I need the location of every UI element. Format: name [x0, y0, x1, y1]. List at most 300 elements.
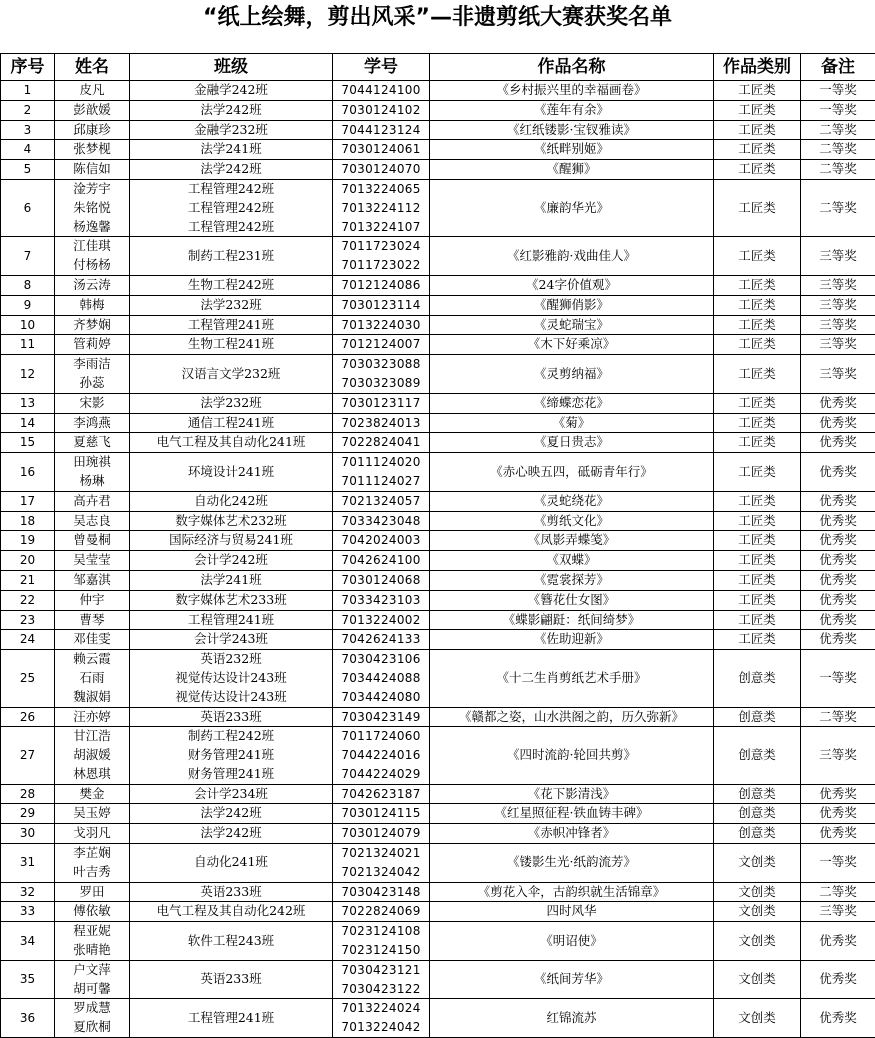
table-row: [1, 882, 875, 902]
cell-class: [130, 650, 333, 707]
cell-class-line: 法学242班: [130, 804, 332, 823]
table-row: [1, 275, 875, 295]
cell-student-id-line: 7033423048: [333, 512, 429, 531]
cell-student-id-line: 7011723024: [333, 237, 429, 256]
cell-category: 文创类: [714, 960, 801, 999]
cell-name: [55, 610, 130, 630]
table-row: [1, 590, 875, 610]
cell-class-line: 法学242班: [130, 160, 332, 179]
cell-work-title: 《蝶影翩跹：纸间绮梦》: [430, 610, 714, 630]
cell-class: [130, 531, 333, 551]
cell-student-id: [333, 610, 430, 630]
cell-name: [55, 922, 130, 961]
cell-remark: 优秀奖: [801, 590, 875, 610]
cell-category: 工匠类: [714, 140, 801, 160]
cell-student-id-line: 7044224016: [333, 746, 429, 765]
cell-remark: 优秀奖: [801, 824, 875, 844]
header-row: [1, 54, 875, 81]
cell-name: [55, 453, 130, 492]
cell-class-line: 英语232班: [130, 650, 332, 669]
cell-class-line: 法学232班: [130, 296, 332, 315]
cell-student-id-line: 7012124007: [333, 335, 429, 354]
cell-name-line: 仲宇: [55, 591, 129, 610]
cell-student-id: [333, 902, 430, 922]
cell-category: 工匠类: [714, 511, 801, 531]
cell-name: [55, 844, 130, 883]
cell-class: [130, 393, 333, 413]
cell-student-id-line: 7030423148: [333, 883, 429, 902]
cell-class: [130, 511, 333, 531]
cell-seq: 36: [1, 999, 55, 1038]
cell-name-line: 朱铭悦: [55, 199, 129, 218]
cell-class: [130, 275, 333, 295]
cell-student-id: [333, 824, 430, 844]
cell-work-title: 《花下影清浅》: [430, 784, 714, 804]
cell-remark: 优秀奖: [801, 630, 875, 650]
cell-category: 文创类: [714, 902, 801, 922]
header-class: 班级: [130, 54, 333, 81]
table-row: [1, 960, 875, 999]
cell-class: [130, 824, 333, 844]
cell-remark: 优秀奖: [801, 511, 875, 531]
cell-class: [130, 707, 333, 727]
cell-remark: 优秀奖: [801, 570, 875, 590]
cell-student-id: [333, 179, 430, 236]
cell-student-id-line: 7022824069: [333, 902, 429, 921]
cell-name-line: 韩梅: [55, 296, 129, 315]
cell-category: 工匠类: [714, 433, 801, 453]
cell-class: [130, 413, 333, 433]
cell-student-id: [333, 335, 430, 355]
cell-student-id: [333, 707, 430, 727]
cell-seq: 14: [1, 413, 55, 433]
table-row: [1, 922, 875, 961]
cell-name: [55, 707, 130, 727]
cell-remark: 优秀奖: [801, 413, 875, 433]
cell-seq: 5: [1, 160, 55, 180]
header-name: 姓名: [55, 54, 130, 81]
cell-name-line: 李鸿燕: [55, 414, 129, 433]
cell-seq: 33: [1, 902, 55, 922]
cell-name-line: 李芷娴: [55, 844, 129, 863]
cell-student-id-line: 7044124100: [333, 81, 429, 100]
cell-student-id-line: 7011124020: [333, 453, 429, 472]
cell-student-id: [333, 413, 430, 433]
cell-class-line: 数字媒体艺术233班: [130, 591, 332, 610]
table-row: [1, 511, 875, 531]
cell-work-title: 《纸畔别姬》: [430, 140, 714, 160]
cell-seq: 9: [1, 295, 55, 315]
cell-student-id: [333, 275, 430, 295]
cell-seq: 30: [1, 824, 55, 844]
table-row: [1, 551, 875, 571]
cell-category: 工匠类: [714, 491, 801, 511]
cell-remark: 一等奖: [801, 100, 875, 120]
cell-name: [55, 551, 130, 571]
cell-name: [55, 393, 130, 413]
cell-category: 工匠类: [714, 295, 801, 315]
cell-name-line: 李雨洁: [55, 355, 129, 374]
table-row: [1, 707, 875, 727]
cell-category: 工匠类: [714, 610, 801, 630]
cell-work-title: 《赣都之姿，山水洪阁之韵，历久弥新》: [430, 707, 714, 727]
page-title: “纸上绘舞，剪出风采”—非遗剪纸大赛获奖名单: [0, 0, 875, 34]
cell-student-id: [333, 511, 430, 531]
cell-name-line: 邓佳雯: [55, 630, 129, 649]
spacer-row: [0, 34, 875, 54]
table-row: [1, 120, 875, 140]
cell-student-id: [333, 453, 430, 492]
cell-name-line: 傅依敏: [55, 902, 129, 921]
table-row: [1, 610, 875, 630]
cell-work-title: 《双蝶》: [430, 551, 714, 571]
cell-student-id: [333, 804, 430, 824]
table-row: [1, 824, 875, 844]
table-row: [1, 160, 875, 180]
cell-class-line: 工程管理242班: [130, 199, 332, 218]
cell-name: [55, 511, 130, 531]
cell-student-id-line: 7042624133: [333, 630, 429, 649]
cell-class: [130, 570, 333, 590]
cell-remark: 优秀奖: [801, 491, 875, 511]
cell-class-line: 财务管理241班: [130, 765, 332, 784]
table-row: [1, 570, 875, 590]
cell-name: [55, 630, 130, 650]
cell-name-line: 江佳琪: [55, 237, 129, 256]
cell-remark: 优秀奖: [801, 922, 875, 961]
cell-category: 工匠类: [714, 335, 801, 355]
cell-name-line: 杨逸馨: [55, 218, 129, 237]
cell-name: [55, 413, 130, 433]
cell-class-line: 自动化241班: [130, 853, 332, 872]
cell-work-title: 《赤帜冲锋者》: [430, 824, 714, 844]
cell-student-id: [333, 570, 430, 590]
cell-student-id: [333, 551, 430, 571]
cell-class-line: 法学241班: [130, 140, 332, 159]
cell-seq: 23: [1, 610, 55, 630]
cell-name-line: 罗成慧: [55, 999, 129, 1018]
cell-student-id: [333, 140, 430, 160]
cell-category: 文创类: [714, 999, 801, 1038]
cell-name-line: 叶吉秀: [55, 863, 129, 882]
cell-class: [130, 902, 333, 922]
cell-name: [55, 590, 130, 610]
cell-student-id: [333, 355, 430, 394]
cell-name: [55, 160, 130, 180]
cell-student-id-line: 7030423106: [333, 650, 429, 669]
cell-class: [130, 355, 333, 394]
cell-student-id-line: 7030124061: [333, 140, 429, 159]
cell-remark: 二等奖: [801, 707, 875, 727]
cell-remark: 优秀奖: [801, 804, 875, 824]
cell-class-line: 法学232班: [130, 394, 332, 413]
cell-name-line: 石雨: [55, 669, 129, 688]
cell-name-line: 汤云涛: [55, 276, 129, 295]
cell-seq: 19: [1, 531, 55, 551]
table-row: [1, 902, 875, 922]
cell-class-line: 英语233班: [130, 708, 332, 727]
cell-remark: 二等奖: [801, 160, 875, 180]
cell-student-id-line: 7030124079: [333, 824, 429, 843]
cell-remark: 优秀奖: [801, 960, 875, 999]
cell-name-line: 皮凡: [55, 81, 129, 100]
cell-name: [55, 315, 130, 335]
table-row: [1, 413, 875, 433]
cell-category: 工匠类: [714, 590, 801, 610]
cell-remark: 三等奖: [801, 335, 875, 355]
cell-name-line: 林恩琪: [55, 765, 129, 784]
cell-student-id-line: 7013224042: [333, 1018, 429, 1037]
cell-student-id: [333, 784, 430, 804]
cell-name-line: 陈信如: [55, 160, 129, 179]
cell-student-id: [333, 120, 430, 140]
table-row: [1, 335, 875, 355]
cell-student-id-line: 7011723022: [333, 256, 429, 275]
cell-category: 工匠类: [714, 81, 801, 101]
cell-seq: 7: [1, 237, 55, 276]
cell-seq: 29: [1, 804, 55, 824]
cell-name: [55, 491, 130, 511]
table-row: [1, 295, 875, 315]
cell-category: 创意类: [714, 707, 801, 727]
cell-name-line: 戈羽凡: [55, 824, 129, 843]
cell-remark: 优秀奖: [801, 433, 875, 453]
cell-student-id: [333, 960, 430, 999]
cell-student-id-line: 7013224002: [333, 611, 429, 630]
cell-category: 工匠类: [714, 100, 801, 120]
cell-seq: 11: [1, 335, 55, 355]
cell-class: [130, 610, 333, 630]
cell-seq: 27: [1, 727, 55, 784]
cell-class-line: 制药工程242班: [130, 727, 332, 746]
cell-work-title: 《红星照征程·铁血铸丰碑》: [430, 804, 714, 824]
table-row: [1, 179, 875, 236]
cell-name-line: 宋影: [55, 394, 129, 413]
cell-remark: 优秀奖: [801, 999, 875, 1038]
cell-class: [130, 140, 333, 160]
cell-name-line: 赖云霞: [55, 650, 129, 669]
cell-class-line: 工程管理241班: [130, 316, 332, 335]
cell-name-line: 田琬祺: [55, 453, 129, 472]
cell-remark: 二等奖: [801, 179, 875, 236]
cell-name-line: 管莉婷: [55, 335, 129, 354]
cell-remark: 三等奖: [801, 727, 875, 784]
cell-remark: 三等奖: [801, 275, 875, 295]
cell-seq: 26: [1, 707, 55, 727]
table-row: [1, 140, 875, 160]
cell-name-line: 户文萍: [55, 961, 129, 980]
cell-remark: 一等奖: [801, 650, 875, 707]
cell-class: [130, 727, 333, 784]
cell-name-line: 杨琳: [55, 472, 129, 491]
header-seq: 序号: [1, 54, 55, 81]
cell-name: [55, 784, 130, 804]
cell-class-line: 金融学242班: [130, 81, 332, 100]
table-row: [1, 355, 875, 394]
cell-name: [55, 179, 130, 236]
cell-seq: 6: [1, 179, 55, 236]
cell-work-title: 《菊》: [430, 413, 714, 433]
cell-name-line: 淦芳宇: [55, 180, 129, 199]
cell-name-line: 胡淑媛: [55, 746, 129, 765]
cell-name-line: 邱康珍: [55, 121, 129, 140]
cell-seq: 34: [1, 922, 55, 961]
cell-work-title: 《醒狮俏影》: [430, 295, 714, 315]
table-row: [1, 433, 875, 453]
cell-remark: 二等奖: [801, 120, 875, 140]
cell-seq: 24: [1, 630, 55, 650]
cell-student-id-line: 7042623187: [333, 785, 429, 804]
cell-student-id-line: 7034424080: [333, 688, 429, 707]
cell-student-id: [333, 237, 430, 276]
cell-student-id: [333, 100, 430, 120]
table-row: [1, 100, 875, 120]
cell-seq: 4: [1, 140, 55, 160]
cell-name-line: 吴莹莹: [55, 551, 129, 570]
cell-student-id-line: 7044224029: [333, 765, 429, 784]
cell-class-line: 英语233班: [130, 970, 332, 989]
cell-name-line: 吴玉婷: [55, 804, 129, 823]
cell-name-line: 樊金: [55, 785, 129, 804]
cell-seq: 35: [1, 960, 55, 999]
cell-student-id-line: 7030124102: [333, 101, 429, 120]
cell-student-id-line: 7021324057: [333, 492, 429, 511]
cell-name: [55, 100, 130, 120]
table-row: [1, 784, 875, 804]
cell-class-line: 财务管理241班: [130, 746, 332, 765]
cell-student-id-line: 7023124150: [333, 941, 429, 960]
cell-remark: 优秀奖: [801, 453, 875, 492]
cell-work-title: 《莲年有余》: [430, 100, 714, 120]
table-row: [1, 531, 875, 551]
cell-class-line: 生物工程241班: [130, 335, 332, 354]
cell-student-id: [333, 491, 430, 511]
cell-student-id: [333, 882, 430, 902]
header-student-id: 学号: [333, 54, 430, 81]
cell-remark: 三等奖: [801, 295, 875, 315]
cell-category: 创意类: [714, 727, 801, 784]
cell-name-line: 张梦枧: [55, 140, 129, 159]
cell-student-id-line: 7013224112: [333, 199, 429, 218]
cell-category: 工匠类: [714, 570, 801, 590]
cell-remark: 优秀奖: [801, 610, 875, 630]
cell-class-line: 电气工程及其自动化241班: [130, 433, 332, 452]
cell-student-id-line: 7030423149: [333, 708, 429, 727]
cell-seq: 18: [1, 511, 55, 531]
cell-name-line: 夏欣桐: [55, 1018, 129, 1037]
cell-category: 工匠类: [714, 179, 801, 236]
cell-name-line: 魏淑娟: [55, 688, 129, 707]
table-row: [1, 630, 875, 650]
cell-name: [55, 295, 130, 315]
cell-class-line: 会计学243班: [130, 630, 332, 649]
cell-student-id: [333, 630, 430, 650]
table-row: [1, 804, 875, 824]
cell-class: [130, 551, 333, 571]
cell-category: 工匠类: [714, 531, 801, 551]
cell-seq: 20: [1, 551, 55, 571]
cell-class: [130, 179, 333, 236]
table-row: [1, 237, 875, 276]
cell-class-line: 金融学232班: [130, 121, 332, 140]
cell-student-id-line: 7030124070: [333, 160, 429, 179]
cell-seq: 8: [1, 275, 55, 295]
cell-category: 创意类: [714, 824, 801, 844]
cell-class-line: 制药工程231班: [130, 247, 332, 266]
cell-class-line: 国际经济与贸易241班: [130, 531, 332, 550]
cell-remark: 一等奖: [801, 81, 875, 101]
cell-seq: 17: [1, 491, 55, 511]
cell-work-title: 四时风华: [430, 902, 714, 922]
cell-student-id: [333, 160, 430, 180]
cell-category: 工匠类: [714, 160, 801, 180]
header-work-title: 作品名称: [430, 54, 714, 81]
cell-name-line: 甘江浩: [55, 727, 129, 746]
header-category: 作品类别: [714, 54, 801, 81]
cell-name-line: 齐梦娴: [55, 316, 129, 335]
cell-seq: 10: [1, 315, 55, 335]
cell-category: 工匠类: [714, 355, 801, 394]
cell-remark: 三等奖: [801, 315, 875, 335]
cell-name-line: 夏慈飞: [55, 433, 129, 452]
table-row: [1, 453, 875, 492]
cell-work-title: 红锦流苏: [430, 999, 714, 1038]
cell-seq: 2: [1, 100, 55, 120]
cell-student-id: [333, 650, 430, 707]
cell-class: [130, 630, 333, 650]
cell-name: [55, 335, 130, 355]
cell-work-title: 《赤心映五四，砥砺青年行》: [430, 453, 714, 492]
cell-remark: 三等奖: [801, 355, 875, 394]
cell-name: [55, 650, 130, 707]
cell-class-line: 英语233班: [130, 883, 332, 902]
cell-class-line: 工程管理242班: [130, 218, 332, 237]
cell-student-id: [333, 315, 430, 335]
cell-class-line: 环境设计241班: [130, 463, 332, 482]
header-remark: 备注: [801, 54, 875, 81]
cell-work-title: 《纸间芳华》: [430, 960, 714, 999]
cell-work-title: 《24字价值观》: [430, 275, 714, 295]
cell-class: [130, 590, 333, 610]
cell-class-line: 电气工程及其自动化242班: [130, 902, 332, 921]
cell-name: [55, 81, 130, 101]
cell-remark: 优秀奖: [801, 393, 875, 413]
cell-class-line: 软件工程243班: [130, 932, 332, 951]
cell-student-id: [333, 590, 430, 610]
cell-student-id: [333, 393, 430, 413]
cell-class: [130, 335, 333, 355]
cell-category: 工匠类: [714, 551, 801, 571]
cell-seq: 12: [1, 355, 55, 394]
cell-student-id-line: 7023824013: [333, 414, 429, 433]
cell-name-line: 邹嘉淇: [55, 571, 129, 590]
cell-student-id-line: 7011124027: [333, 472, 429, 491]
cell-student-id-line: 7034424088: [333, 669, 429, 688]
cell-class: [130, 100, 333, 120]
cell-work-title: 《乡村振兴里的幸福画卷》: [430, 81, 714, 101]
cell-remark: 优秀奖: [801, 551, 875, 571]
cell-remark: 二等奖: [801, 140, 875, 160]
cell-student-id-line: 7013224107: [333, 218, 429, 237]
cell-work-title: 《灵剪纳福》: [430, 355, 714, 394]
cell-class: [130, 315, 333, 335]
cell-student-id-line: 7030423122: [333, 980, 429, 999]
cell-name: [55, 570, 130, 590]
cell-student-id-line: 7022824041: [333, 433, 429, 452]
cell-student-id-line: 7042624100: [333, 551, 429, 570]
cell-seq: 16: [1, 453, 55, 492]
cell-name-line: 汪亦婷: [55, 708, 129, 727]
